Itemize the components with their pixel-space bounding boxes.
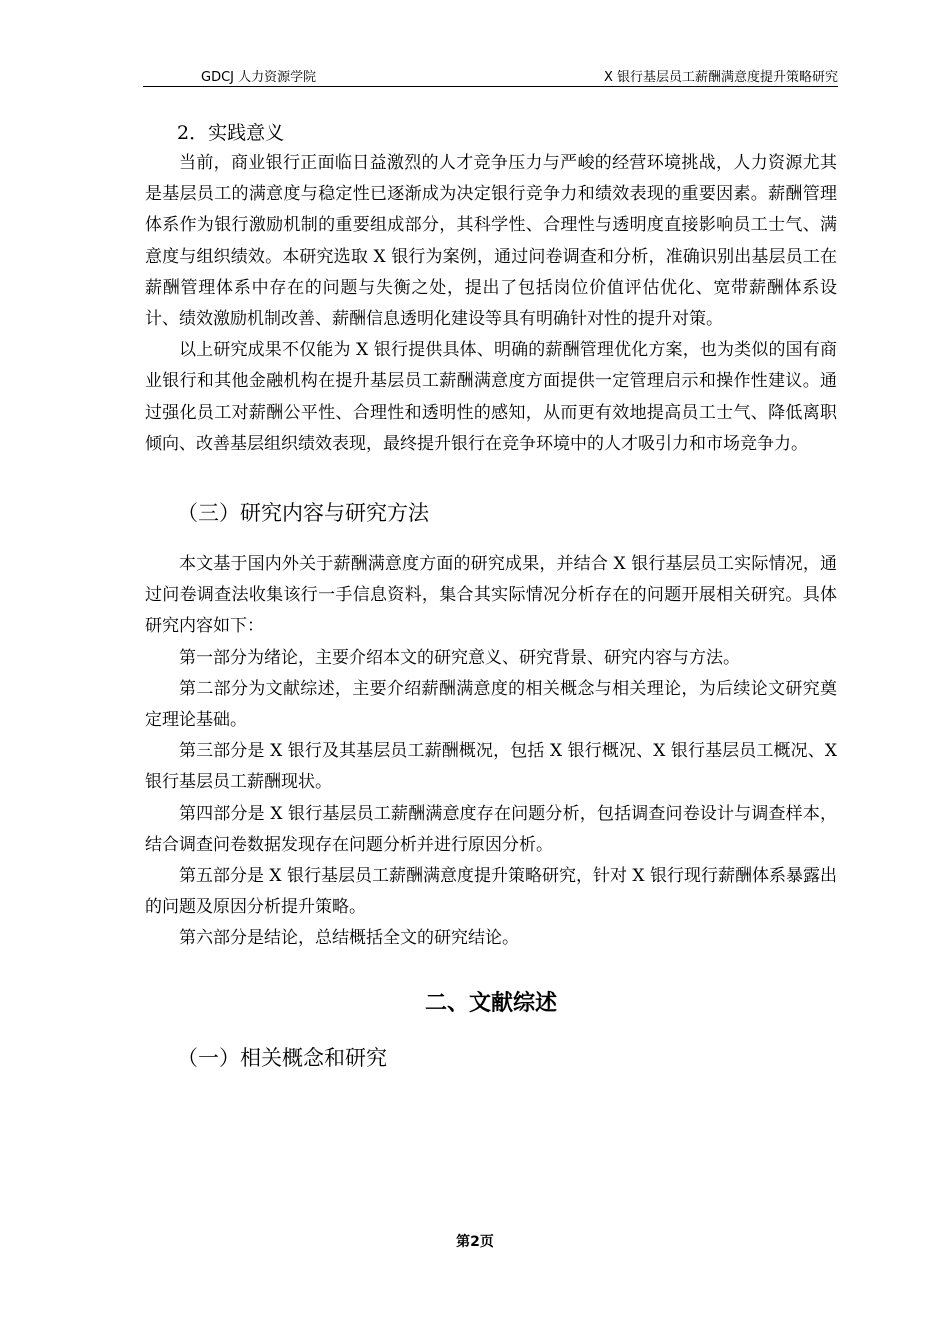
paragraph: 第五部分是 X 银行基层员工薪酬满意度提升策略研究，针对 X 银行现行薪酬体系暴露出的问题及原因分析提升策略。	[145, 866, 837, 918]
paragraph: 第一部分为绪论，主要介绍本文的研究意义、研究背景、研究内容与方法。	[179, 647, 740, 668]
document-body	[145, 118, 837, 1073]
section-heading-related-concepts: （一）相关概念和研究	[177, 1045, 387, 1070]
section-heading-practical-significance: 2．实践意义	[177, 122, 285, 144]
chapter-title: 二、文献综述	[424, 990, 557, 1016]
page-header	[143, 60, 838, 87]
paragraph: 第六部分是结论，总结概括全文的研究结论。	[179, 928, 519, 949]
paragraph: 本文基于国内外关于薪酬满意度方面的研究成果，并结合 X 银行基层员工实际情况，通过问卷调查法收集该行一手信息资料，集合其实际情况分析存在的问题开展相关研究。具体研究内容如下：	[145, 554, 837, 637]
paragraph: 第三部分是 X 银行及其基层员工薪酬概况，包括 X 银行概况、X 银行基层员工概况、X 银行基层员工薪酬现状。	[145, 741, 837, 793]
header-left-text: GDCJ 人力资源学院	[201, 70, 317, 85]
page-number: 第2页	[456, 1234, 494, 1250]
paragraph: 第二部分为文献综述，主要介绍薪酬满意度的相关概念与相关理论，为后续论文研究奠定理论基础。	[145, 678, 837, 731]
paragraph: 以上研究成果不仅能为 X 银行提供具体、明确的薪酬管理优化方案，也为类似的国有商业银行和其他金融机构在提升基层员工薪酬满意度方面提供一定管理启示和操作性建议。通过强化员工对薪酬公平性、合理性和透明性的感知，从而更有效地提高员工士气、降低离职倾向、改善基层组织绩效表现，最终提升银行在竞争环境中的人才吸引力和市场竞争力。	[145, 340, 837, 454]
paragraph: 当前，商业银行正面临日益激烈的人才竞争压力与严峻的经营环境挑战，人力资源尤其是基层员工的满意度与稳定性已逐渐成为决定银行竞争力和绩效表现的重要因素。薪酬管理体系作为银行激励机制的重要组成部分，其科学性、合理性与透明度直接影响员工士气、满意度与组织绩效。本研究选取 X 银行为案例，通过问卷调查和分析，准确识别出基层员工在薪酬管理体系中存在的问题与失衡之处，提出了包括岗位价值评估优化、宽带薪酬体系设计、绩效激励机制改善、薪酬信息透明化建设等具有明确针对性的提升对策。	[145, 153, 837, 330]
paragraph: 第四部分是 X 银行基层员工薪酬满意度存在问题分析，包括调查问卷设计与调查样本，结合调查问卷数据发现存在问题分析并进行原因分析。	[145, 803, 837, 855]
section-heading-research-content: （三）研究内容与研究方法	[177, 501, 429, 526]
header-right-text: X 银行基层员工薪酬满意度提升策略研究	[603, 70, 838, 85]
